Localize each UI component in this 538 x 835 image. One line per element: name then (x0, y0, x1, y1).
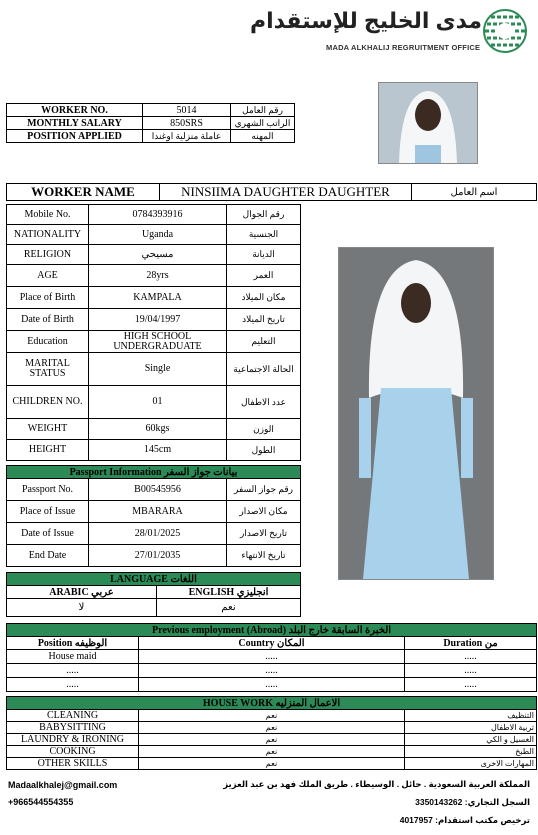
passport-row (7, 501, 301, 523)
personal-ar: الطول (227, 440, 301, 461)
personal-value: 28yrs (89, 265, 227, 287)
salary-label: MONTHLY SALARY (7, 117, 143, 130)
personal-label: HEIGHT (7, 440, 89, 461)
footer-license: ترخيص مكتب استقدام: 4017957 (399, 815, 530, 825)
worker-name-table (6, 183, 537, 201)
house-work-row (7, 758, 537, 770)
passport-label: End Date (7, 545, 89, 567)
passport-value: B00545956 (89, 479, 227, 501)
personal-ar: الوزن (227, 419, 301, 440)
position-label: POSITION APPLIED (7, 130, 143, 143)
position-value: عاملة منزلية اوغندا (143, 130, 231, 143)
personal-value: 145cm (89, 440, 227, 461)
personal-row (7, 386, 301, 419)
house-work-label: BABYSITTING (7, 722, 139, 734)
house-work-label: COOKING (7, 746, 139, 758)
personal-row (7, 287, 301, 309)
employment-title: Previous employment (Abroad) الخبرة السابقة خارج البلد (7, 624, 537, 637)
passport-table (6, 465, 301, 567)
passport-value: 27/01/2035 (89, 545, 227, 567)
employment-country: ..... (139, 678, 405, 692)
personal-ar: الحالة الاجتماعية (227, 353, 301, 386)
personal-label: MARITAL STATUS (7, 353, 89, 386)
language-english-label: ENGLISH انجليزي (157, 586, 301, 599)
top-info-row (7, 130, 295, 143)
language-arabic-label: ARABIC عربي (7, 586, 157, 599)
personal-ar: الديانة (227, 245, 301, 265)
language-table (6, 572, 301, 617)
house-work-table (6, 696, 537, 770)
personal-row (7, 245, 301, 265)
passport-ar: تاريخ الاصدار (227, 523, 301, 545)
passport-title: Passport Information بيانات جواز السفر (7, 466, 301, 479)
personal-label: Education (7, 331, 89, 353)
footer-cr: السجل التجاري: 3350143262 (415, 797, 530, 807)
personal-label: CHILDREN NO. (7, 386, 89, 419)
salary-value: 850SRS (143, 117, 231, 130)
house-work-value: نعم (139, 722, 405, 734)
employment-col-duration: Duration من (405, 637, 537, 650)
house-work-value: نعم (139, 746, 405, 758)
house-work-ar: المهارات الاخرى (405, 758, 537, 770)
house-work-ar: الطبخ (405, 746, 537, 758)
personal-row (7, 419, 301, 440)
house-work-ar: التنظيف (405, 710, 537, 722)
personal-label: Mobile No. (7, 205, 89, 225)
house-work-label: LAUNDRY & IRONING (7, 734, 139, 746)
house-work-ar: تربية الاطفال (405, 722, 537, 734)
language-title: LANGUAGE اللغات (7, 573, 301, 586)
worker-name-label: WORKER NAME (7, 184, 160, 201)
employment-row (7, 664, 537, 678)
personal-row (7, 309, 301, 331)
personal-row (7, 440, 301, 461)
personal-value: 0784393916 (89, 205, 227, 225)
personal-label: AGE (7, 265, 89, 287)
personal-ar: تاريخ الميلاد (227, 309, 301, 331)
employment-col-position: Position الوظيفه (7, 637, 139, 650)
house-work-row (7, 710, 537, 722)
position-ar: المهنه (231, 130, 295, 143)
house-work-row (7, 746, 537, 758)
top-info-table (6, 103, 295, 143)
personal-label: NATIONALITY (7, 225, 89, 245)
employment-row (7, 650, 537, 664)
employment-position: ..... (7, 678, 139, 692)
personal-value: Uganda (89, 225, 227, 245)
worker-name-ar: اسم العامل (412, 184, 537, 201)
footer-phone: +966544554355 (8, 797, 74, 807)
personal-row (7, 225, 301, 245)
employment-duration: ..... (405, 650, 537, 664)
personal-ar: الجنسية (227, 225, 301, 245)
personal-ar: مكان الميلاد (227, 287, 301, 309)
passport-row (7, 545, 301, 567)
employment-position: ..... (7, 664, 139, 678)
salary-ar: الراتب الشهري (231, 117, 295, 130)
employment-duration: ..... (405, 678, 537, 692)
personal-ar: رقم الجوال (227, 205, 301, 225)
passport-ar: تاريخ الانتهاء (227, 545, 301, 567)
passport-label: Date of Issue (7, 523, 89, 545)
employment-position: House maid (7, 650, 139, 664)
worker-no-ar: رقم العامل (231, 104, 295, 117)
personal-ar: التعليم (227, 331, 301, 353)
house-work-label: OTHER SKILLS (7, 758, 139, 770)
personal-details-table (6, 204, 301, 461)
passport-ar: رقم جواز السفر (227, 479, 301, 501)
personal-value: HIGH SCHOOL UNDERGRADUATE (89, 331, 227, 353)
passport-value: MBARARA (89, 501, 227, 523)
personal-row (7, 353, 301, 386)
personal-value: 01 (89, 386, 227, 419)
footer-address: المملكة العربية السعودية . حائل . الوسيطاء . طريق الملك فهد بن عبد العزيز (223, 779, 530, 789)
personal-label: WEIGHT (7, 419, 89, 440)
passport-label: Passport No. (7, 479, 89, 501)
employment-country: ..... (139, 650, 405, 664)
passport-ar: مكان الاصدار (227, 501, 301, 523)
logo-english: MADA ALKHALIJ REGRUITMENT OFFICE (326, 43, 481, 52)
headshot-photo (378, 82, 478, 164)
personal-ar: العمر (227, 265, 301, 287)
employment-table (6, 623, 537, 692)
personal-label: Date of Birth (7, 309, 89, 331)
worker-no-value: 5014 (143, 104, 231, 117)
personal-value: مسيحي (89, 245, 227, 265)
personal-value: Single (89, 353, 227, 386)
personal-row (7, 265, 301, 287)
personal-label: Place of Birth (7, 287, 89, 309)
employment-country: ..... (139, 664, 405, 678)
house-work-ar: الغسيل و الكي (405, 734, 537, 746)
employment-col-country: Country المكان (139, 637, 405, 650)
top-info-row (7, 104, 295, 117)
language-english-value: نعم (157, 599, 301, 617)
personal-row (7, 331, 301, 353)
house-work-row (7, 722, 537, 734)
passport-row (7, 523, 301, 545)
employment-duration: ..... (405, 664, 537, 678)
personal-value: 19/04/1997 (89, 309, 227, 331)
house-work-value: نعم (139, 710, 405, 722)
employment-row (7, 678, 537, 692)
language-arabic-value: لا (7, 599, 157, 617)
house-work-title: HOUSE WORK الاعمال المنزليه (7, 697, 537, 710)
worker-no-label: WORKER NO. (7, 104, 143, 117)
house-work-value: نعم (139, 734, 405, 746)
top-info-row (7, 117, 295, 130)
footer-email: Madaalkhalej@gmail.com (8, 780, 118, 790)
house-work-label: CLEANING (7, 710, 139, 722)
passport-row (7, 479, 301, 501)
personal-row (7, 205, 301, 225)
personal-ar: عدد الاطفال (227, 386, 301, 419)
house-work-value: نعم (139, 758, 405, 770)
logo-emblem-icon (482, 8, 528, 54)
house-work-row (7, 734, 537, 746)
personal-value: KAMPALA (89, 287, 227, 309)
passport-label: Place of Issue (7, 501, 89, 523)
full-body-photo (338, 247, 494, 580)
logo-arabic: مدى الخليج للإستقدام (250, 8, 482, 33)
personal-label: RELIGION (7, 245, 89, 265)
passport-value: 28/01/2025 (89, 523, 227, 545)
personal-value: 60kgs (89, 419, 227, 440)
logo-block (250, 8, 534, 56)
worker-name-value: NINSIIMA DAUGHTER DAUGHTER (160, 184, 412, 201)
